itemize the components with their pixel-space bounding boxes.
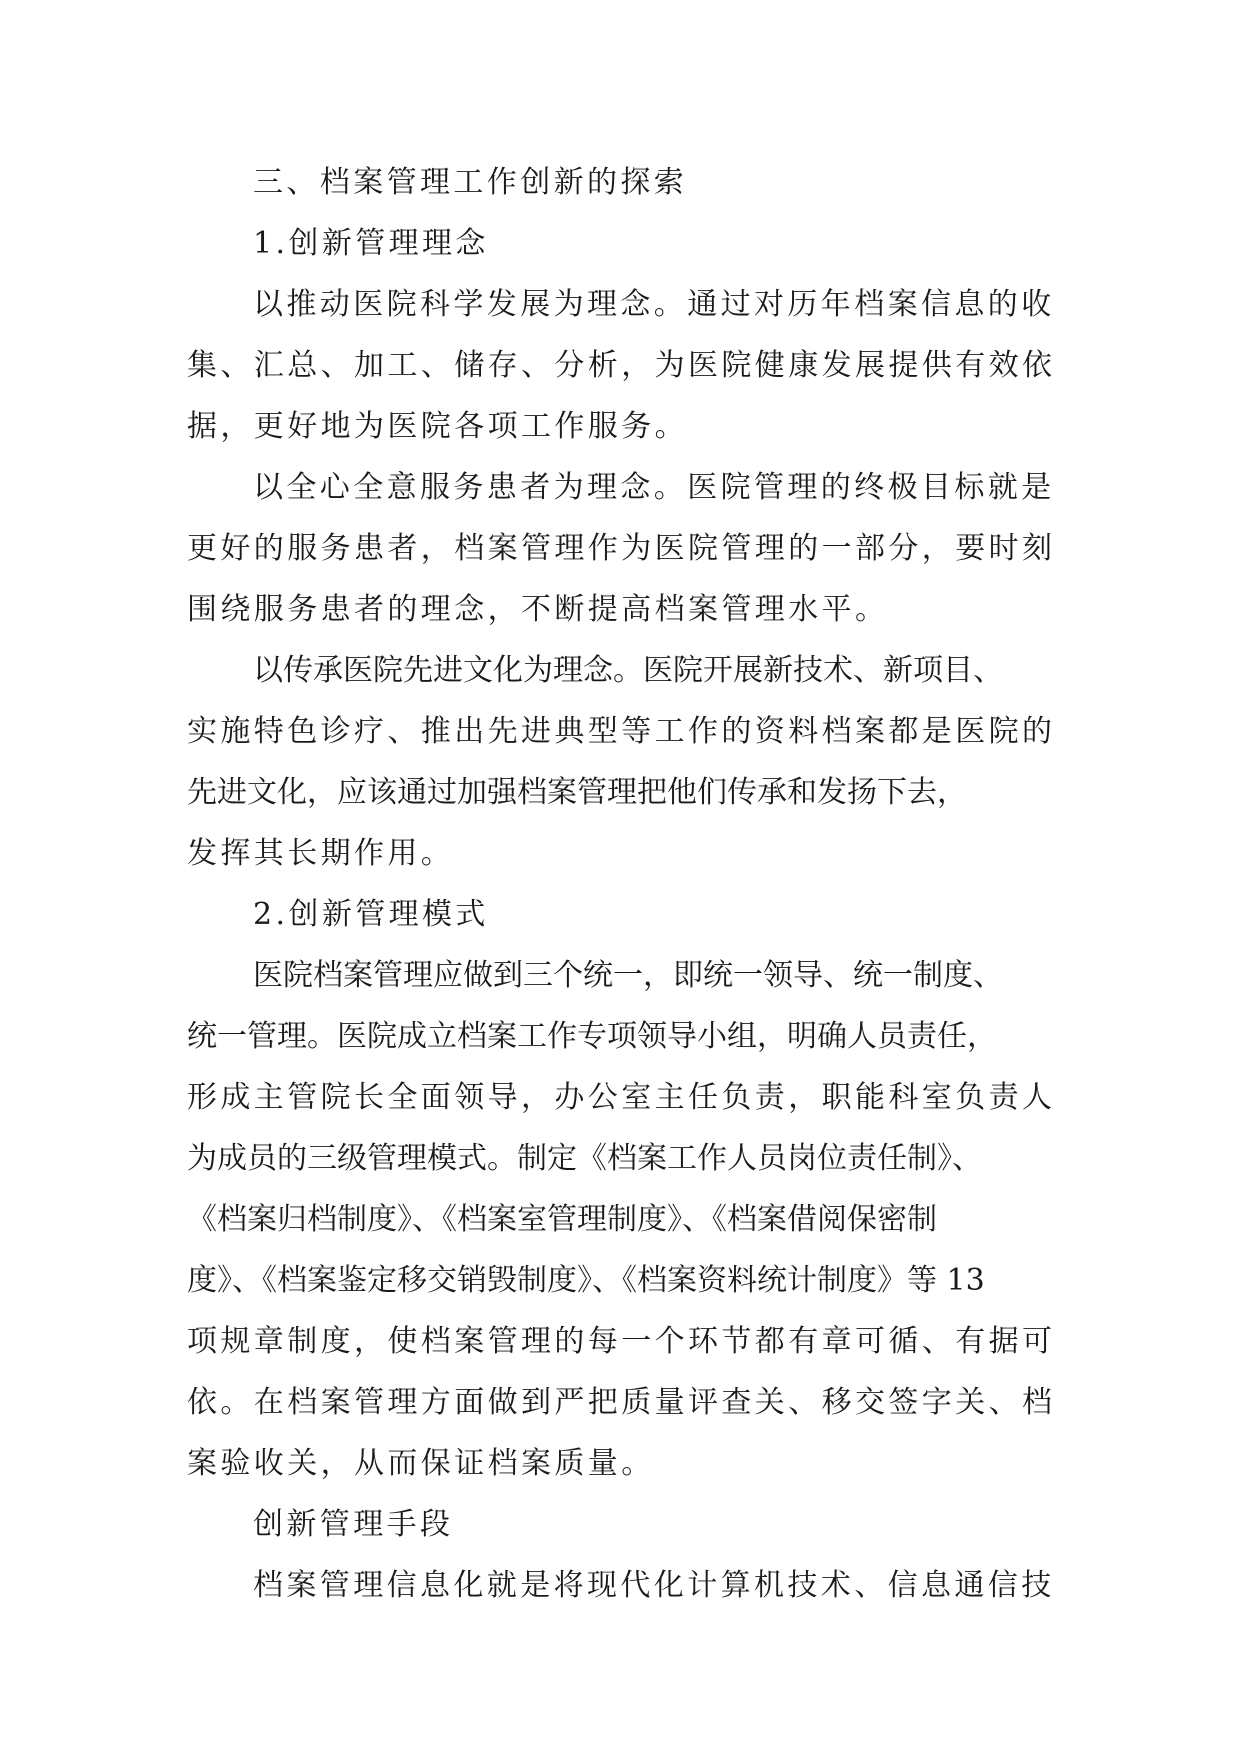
paragraph-2-line-1: 以全心全意服务患者为理念。医院管理的终极目标就是 (253, 470, 1055, 505)
paragraph-2-line-2: 更好的服务患者，档案管理作为医院管理的一部分，要时刻 (187, 531, 1056, 566)
paragraph-4-line-2: 统一管理。医院成立档案工作专项领导小组，明确人员责任， (187, 1019, 997, 1054)
subsection-heading-3: 创新管理手段 (253, 1507, 454, 1542)
paragraph-4-line-8: 依。在档案管理方面做到严把质量评查关、移交签字关、档 (187, 1385, 1056, 1420)
paragraph-4-line-1: 医院档案管理应做到三个统一，即统一领导、统一制度、 (253, 958, 1003, 993)
paragraph-4-line-9: 案验收关，从而保证档案质量。 (187, 1446, 655, 1481)
paragraph-3-line-3: 先进文化，应该通过加强档案管理把他们传承和发扬下去， (187, 775, 967, 810)
paragraph-4-line-3: 形成主管院长全面领导，办公室主任负责，职能科室负责人 (187, 1080, 1056, 1115)
paragraph-3-line-1: 以传承医院先进文化为理念。医院开展新技术、新项目、 (253, 653, 1003, 688)
paragraph-4-line-6: 度》、《档案鉴定移交销毁制度》、《档案资料统计制度》等 13 (187, 1263, 985, 1298)
paragraph-1-line-2: 集、汇总、加工、储存、分析，为医院健康发展提供有效依 (187, 348, 1056, 383)
subsection-heading-2: 2.创新管理模式 (253, 897, 489, 932)
paragraph-4-line-5: 《档案归档制度》、《档案室管理制度》、《档案借阅保密制 (187, 1202, 937, 1237)
paragraph-5-line-1: 档案管理信息化就是将现代化计算机技术、信息通信技 (253, 1568, 1055, 1603)
document-page (187, 152, 1057, 1616)
paragraph-1-line-3: 据，更好地为医院各项工作服务。 (187, 409, 688, 444)
paragraph-3-line-2: 实施特色诊疗、推出先进典型等工作的资料档案都是医院的 (187, 714, 1056, 749)
paragraph-2-line-3: 围绕服务患者的理念，不断提高档案管理水平。 (187, 592, 889, 627)
paragraph-4-line-7: 项规章制度，使档案管理的每一个环节都有章可循、有据可 (187, 1324, 1056, 1359)
paragraph-3-line-4: 发挥其长期作用。 (187, 836, 455, 871)
paragraph-1-line-1: 以推动医院科学发展为理念。通过对历年档案信息的收 (253, 287, 1055, 322)
subsection-heading-1: 1.创新管理理念 (253, 226, 489, 261)
paragraph-4-line-4: 为成员的三级管理模式。制定《档案工作人员岗位责任制》、 (187, 1141, 982, 1176)
section-heading: 三、档案管理工作创新的探索 (253, 165, 688, 200)
